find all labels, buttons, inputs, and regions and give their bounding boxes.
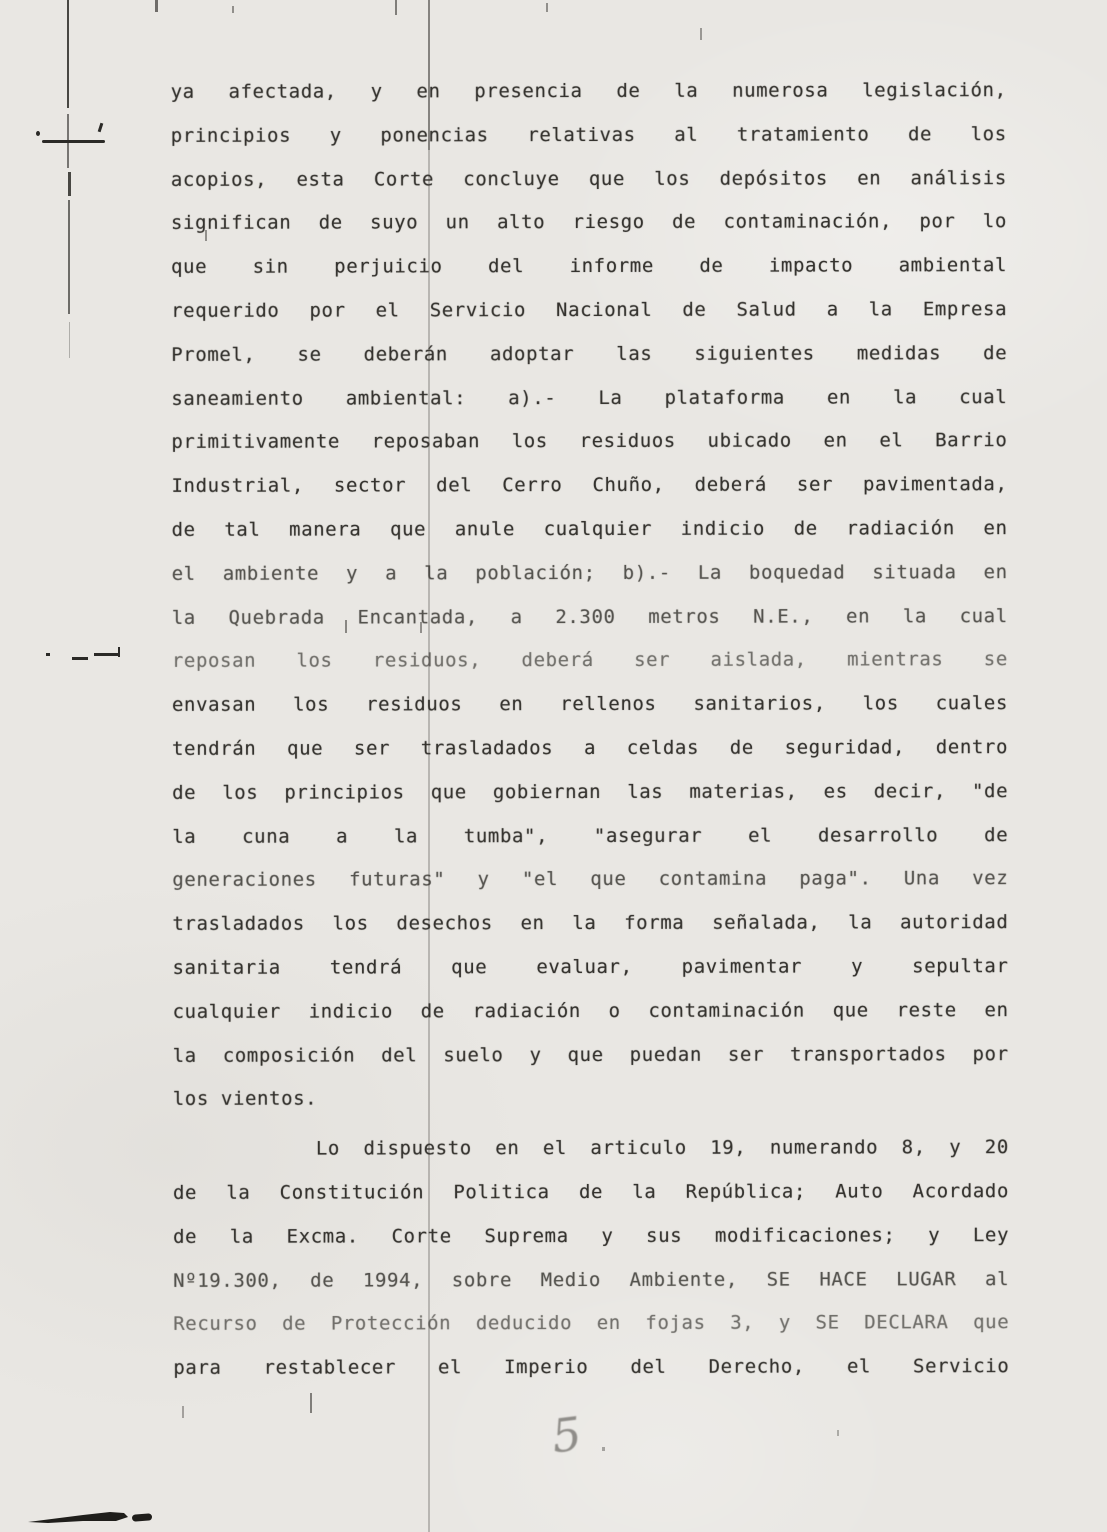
margin-dash-mark bbox=[94, 653, 118, 656]
document-line: primitivamente reposaban los residuos ubicado en el Barrio bbox=[171, 429, 1008, 454]
left-fold-line bbox=[68, 200, 70, 314]
document-line: para restablecer el Imperio del Derecho, el Servicio bbox=[173, 1355, 1010, 1379]
paper-speck bbox=[837, 1430, 839, 1436]
document-line: el ambiente y a la población; b).- La boquedad situada en bbox=[171, 560, 1008, 585]
document-line: saneamiento ambiental: a).- La plataforma en la cual bbox=[171, 385, 1008, 410]
handwritten-page-number: 5 bbox=[548, 1406, 585, 1464]
paper-speck bbox=[155, 0, 158, 12]
left-fold-line bbox=[68, 172, 71, 196]
document-line: de la Constitución Politica de la República; Auto Acordado bbox=[172, 1180, 1009, 1204]
document-text bbox=[171, 69, 1010, 1391]
document-line: que sin perjuicio del informe de impacto ambiental bbox=[171, 254, 1008, 279]
margin-dash-mark bbox=[118, 647, 120, 657]
document-line: trasladados los desechos en la forma señalada, la autoridad bbox=[172, 911, 1009, 936]
paper-speck bbox=[232, 6, 234, 13]
document-line: tendrán que ser trasladados a celdas de seguridad, dentro bbox=[172, 736, 1009, 760]
document-line: principios y ponencias relativas al tratamiento de los bbox=[170, 122, 1007, 147]
paper-speck bbox=[182, 1406, 184, 1418]
registration-cross-tick bbox=[98, 123, 104, 132]
document-line: de tal manera que anule cualquier indicio de radiación en bbox=[171, 517, 1008, 541]
document-line: la Quebrada Encantada, a 2.300 metros N.E., en la cual bbox=[171, 604, 1008, 629]
document-line: Nº19.300, de 1994, sobre Medio Ambiente, SE HACE LUGAR al bbox=[173, 1267, 1010, 1292]
document-line: requerido por el Servicio Nacional de Salud a la Empresa bbox=[171, 298, 1008, 322]
paper-speck bbox=[700, 28, 702, 40]
ink-smudge-bottom-left bbox=[28, 1509, 178, 1529]
document-line: los vientos. bbox=[172, 1087, 318, 1111]
document-line: significan de suyo un alto riesgo de contaminación, por lo bbox=[170, 210, 1007, 235]
left-fold-line bbox=[69, 322, 70, 358]
paper-speck bbox=[546, 3, 548, 12]
margin-dash-mark bbox=[72, 657, 88, 660]
document-line: Lo dispuesto en el articulo 19, numerando 8, y 20 bbox=[315, 1136, 1009, 1160]
document-line: la cuna a la tumba", "asegurar el desarrollo de bbox=[172, 823, 1009, 848]
paper-speck bbox=[602, 1447, 605, 1451]
document-line: la composición del suelo y que puedan ser transportados por bbox=[172, 1042, 1009, 1067]
document-line: de los principios que gobiernan las materias, es decir, "de bbox=[172, 779, 1009, 804]
document-line: reposan los residuos, deberá ser aislada, mientras se bbox=[171, 648, 1008, 673]
document-line: Industrial, sector del Cerro Chuño, deberá ser pavimentada, bbox=[171, 473, 1008, 498]
document-line: acopios, esta Corte concluye que los depósitos en análisis bbox=[170, 166, 1007, 191]
paper-speck bbox=[310, 1393, 312, 1413]
document-line: ya afectada, y en presencia de la numerosa legislación, bbox=[170, 79, 1007, 103]
document-line: Recurso de Protección deducido en fojas 3, y SE DECLARA que bbox=[173, 1311, 1010, 1336]
document-line: envasan los residuos en rellenos sanitarios, los cuales bbox=[171, 692, 1008, 717]
margin-dash-mark bbox=[46, 653, 50, 656]
document-line: generaciones futuras" y "el que contamina paga". Una vez bbox=[172, 867, 1009, 892]
document-line: de la Excma. Corte Suprema y sus modificaciones; y Ley bbox=[173, 1223, 1010, 1248]
document-line: Promel, se deberán adoptar las siguientes medidas de bbox=[171, 341, 1008, 366]
document-line: cualquier indicio de radiación o contaminación que reste en bbox=[172, 998, 1009, 1023]
registration-cross-tick bbox=[36, 131, 40, 136]
registration-cross-mark bbox=[42, 140, 105, 143]
paper-speck bbox=[395, 0, 397, 15]
document-line: sanitaria tendrá que evaluar, pavimentar y sepultar bbox=[172, 955, 1009, 979]
left-fold-line bbox=[67, 0, 69, 108]
